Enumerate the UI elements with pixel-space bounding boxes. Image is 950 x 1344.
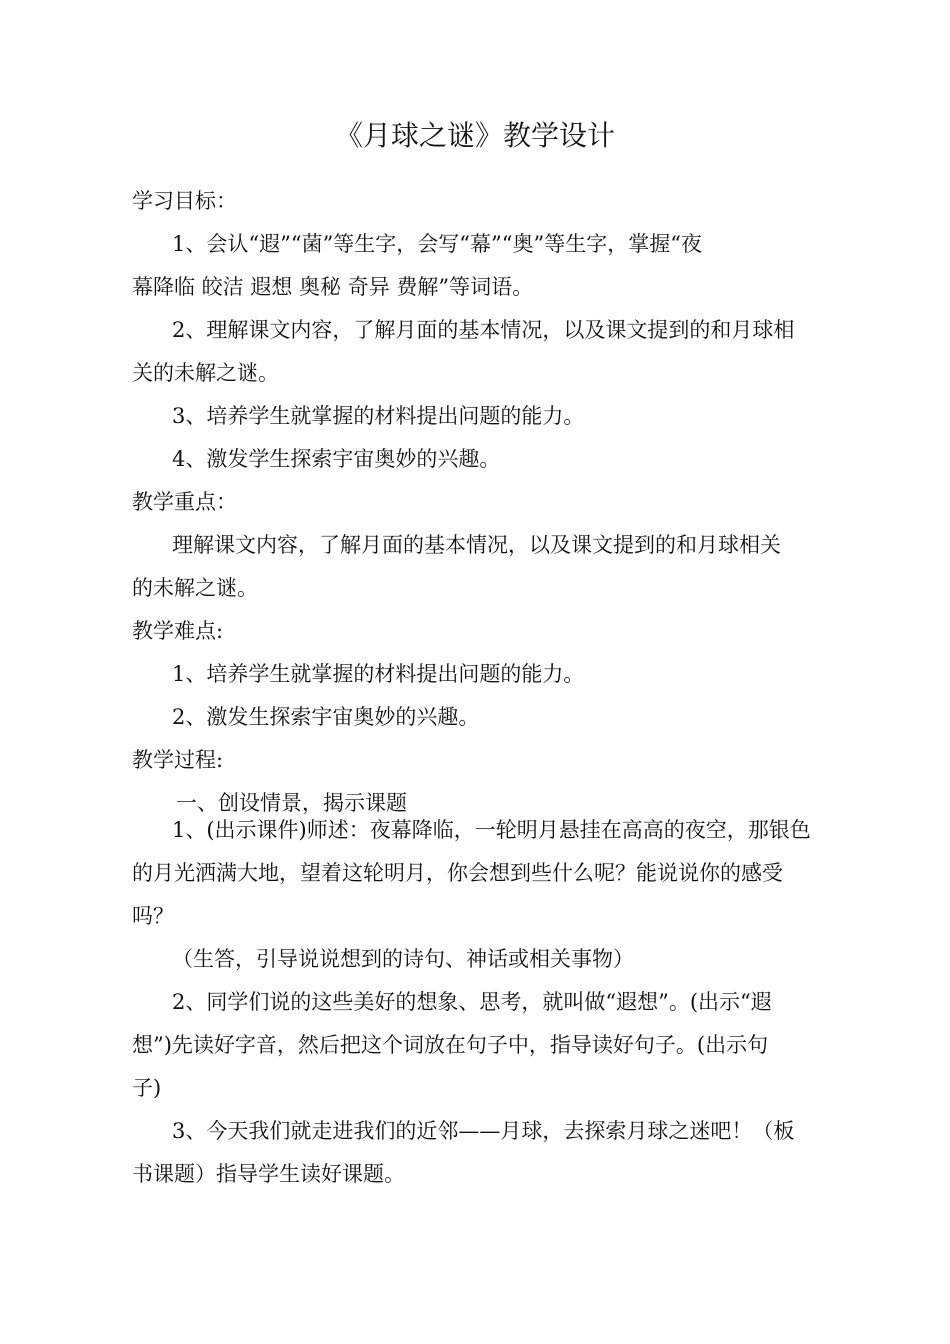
paragraph-line: 的未解之谜。 — [132, 576, 258, 600]
heading-difficulties: 教学难点: — [132, 619, 224, 643]
paragraph-line: 1、会认“遐”“菌”等生字，会写“幕”“奥”等生字，掌握“夜 — [172, 232, 702, 256]
heading-process: 教学过程: — [132, 748, 224, 772]
paragraph-line: 2、同学们说的这些美好的想象、思考，就叫做“遐想”。(出示“遐 — [172, 990, 772, 1014]
paragraph-line: 书课题）指导学生读好课题。 — [132, 1162, 405, 1186]
paragraph-line: 幕降临 皎洁 遐想 奥秘 奇异 费解”等词语。 — [132, 275, 534, 299]
paragraph-line: 吗？ — [132, 904, 174, 928]
heading-key-points: 教学重点： — [132, 490, 237, 514]
section-heading: 一、创设情景，揭示课题 — [176, 791, 407, 815]
paragraph-line: 2、激发生探索宇宙奥妙的兴趣。 — [172, 705, 480, 729]
document-title: 《月球之谜》教学设计 — [334, 119, 615, 152]
heading-learning-goals: 学习目标： — [132, 189, 237, 213]
paragraph-line: 3、今天我们就走进我们的近邻——月球，去探索月球之迷吧！（板 — [172, 1119, 795, 1143]
paragraph-line: （生答，引导说说想到的诗句、神话或相关事物） — [172, 947, 634, 971]
paragraph-line: 4、激发学生探索宇宙奥妙的兴趣。 — [172, 447, 501, 471]
paragraph-line: 2、理解课文内容，了解月面的基本情况，以及课文提到的和月球相 — [172, 318, 795, 342]
paragraph-line: 理解课文内容，了解月面的基本情况，以及课文提到的和月球相关 — [172, 533, 781, 557]
paragraph-line: 1、(出示课件)师述：夜幕降临，一轮明月悬挂在高高的夜空，那银色 — [172, 818, 811, 842]
paragraph-line: 3、培养学生就掌握的材料提出问题的能力。 — [172, 404, 585, 428]
paragraph-line: 的月光洒满大地，望着这轮明月，你会想到些什么呢？能说说你的感受 — [132, 861, 783, 885]
paragraph-line: 想”)先读好字音，然后把这个词放在句子中，指导读好句子。(出示句 — [132, 1033, 769, 1057]
paragraph-line: 子) — [132, 1076, 162, 1100]
paragraph-line: 关的未解之谜。 — [132, 361, 279, 385]
paragraph-line: 1、培养学生就掌握的材料提出问题的能力。 — [172, 662, 585, 686]
